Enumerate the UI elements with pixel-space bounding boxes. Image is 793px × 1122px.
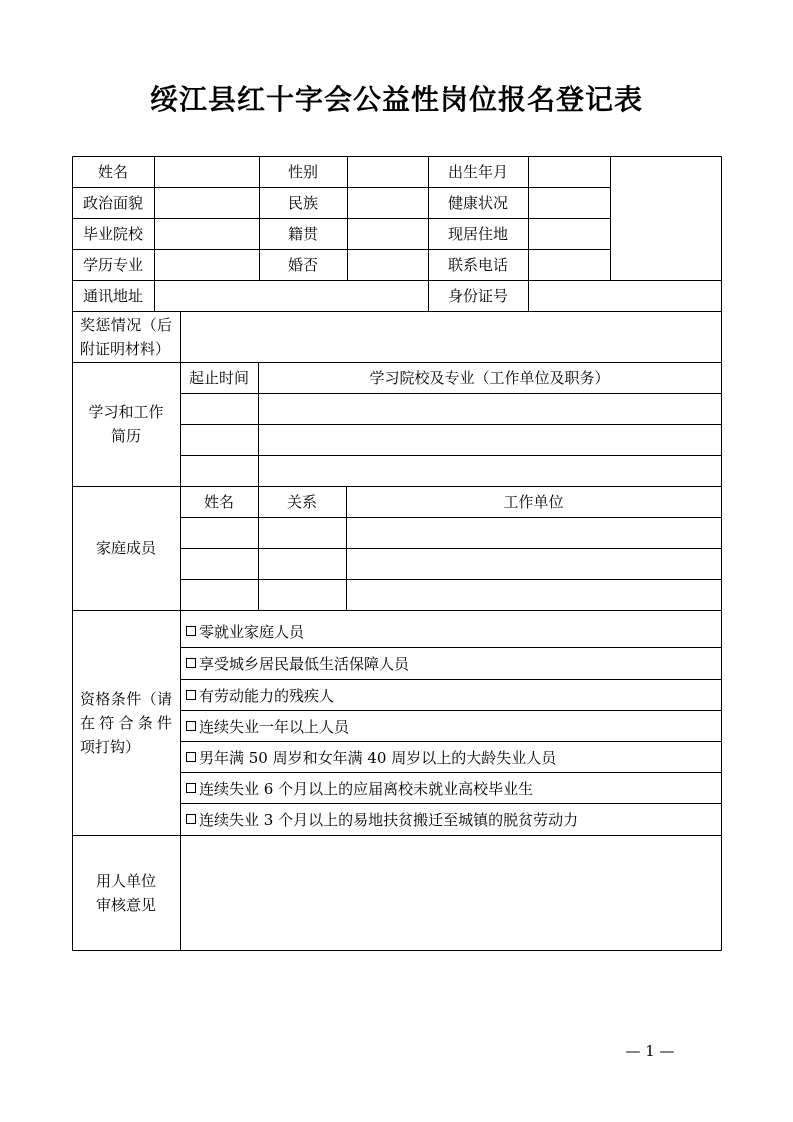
- label-awards: 奖惩情况（后 附证明材料）: [80, 315, 172, 358]
- label-id-number: 身份证号: [447, 286, 508, 305]
- label-native-place: 籍贯: [287, 224, 318, 243]
- resume-col-unit: 学习院校及专业（工作单位及职务）: [369, 368, 610, 387]
- label-phone: 联系电话: [447, 255, 508, 274]
- qualification-option[interactable]: 享受城乡居民最低生活保障人员: [186, 648, 716, 679]
- label-family: 家庭成员: [95, 539, 156, 557]
- qualification-option[interactable]: 零就业家庭人员: [186, 616, 716, 647]
- label-education-major: 学历专业: [82, 255, 143, 274]
- label-health: 健康状况: [447, 193, 508, 212]
- label-resume: 学习和工作 简历: [88, 403, 164, 445]
- qualification-option[interactable]: 连续失业 6 个月以上的应届离校未就业高校毕业生: [186, 773, 716, 804]
- checkbox-icon[interactable]: [186, 814, 196, 824]
- qualification-option[interactable]: 连续失业一年以上人员: [186, 711, 716, 742]
- family-col-work: 工作单位: [503, 492, 564, 511]
- label-school: 毕业院校: [82, 224, 143, 243]
- label-review: 用人单位 审核意见: [95, 871, 156, 914]
- label-residence: 现居住地: [447, 224, 508, 243]
- qualification-option[interactable]: 连续失业 3 个月以上的易地扶贫搬迁至城镇的脱贫劳动力: [186, 804, 716, 835]
- label-name: 姓名: [97, 162, 128, 181]
- family-col-name: 姓名: [203, 492, 234, 511]
- qualification-option[interactable]: 有劳动能力的残疾人: [186, 680, 716, 711]
- label-ethnicity: 民族: [287, 193, 318, 212]
- family-col-relation: 关系: [286, 492, 317, 511]
- checkbox-icon[interactable]: [186, 690, 196, 700]
- page-number: — 1 —: [625, 1042, 675, 1060]
- label-gender: 性别: [287, 162, 318, 181]
- checkbox-icon[interactable]: [186, 626, 196, 636]
- form-title: 绥江县红十字会公益性岗位报名登记表: [149, 83, 643, 116]
- label-political: 政治面貌: [82, 193, 143, 212]
- label-marital: 婚否: [287, 255, 318, 274]
- checkbox-icon[interactable]: [186, 752, 196, 762]
- checkbox-icon[interactable]: [186, 783, 196, 793]
- checkbox-icon[interactable]: [186, 721, 196, 731]
- label-address: 通讯地址: [82, 286, 143, 305]
- checkbox-icon[interactable]: [186, 658, 196, 668]
- qualification-option[interactable]: 男年满 50 周岁和女年满 40 周岁以上的大龄失业人员: [186, 742, 716, 773]
- resume-col-time: 起止时间: [188, 368, 249, 387]
- label-birth: 出生年月: [447, 162, 508, 181]
- label-qualification: 资格条件（请 在符合条件 项打钩）: [80, 689, 172, 756]
